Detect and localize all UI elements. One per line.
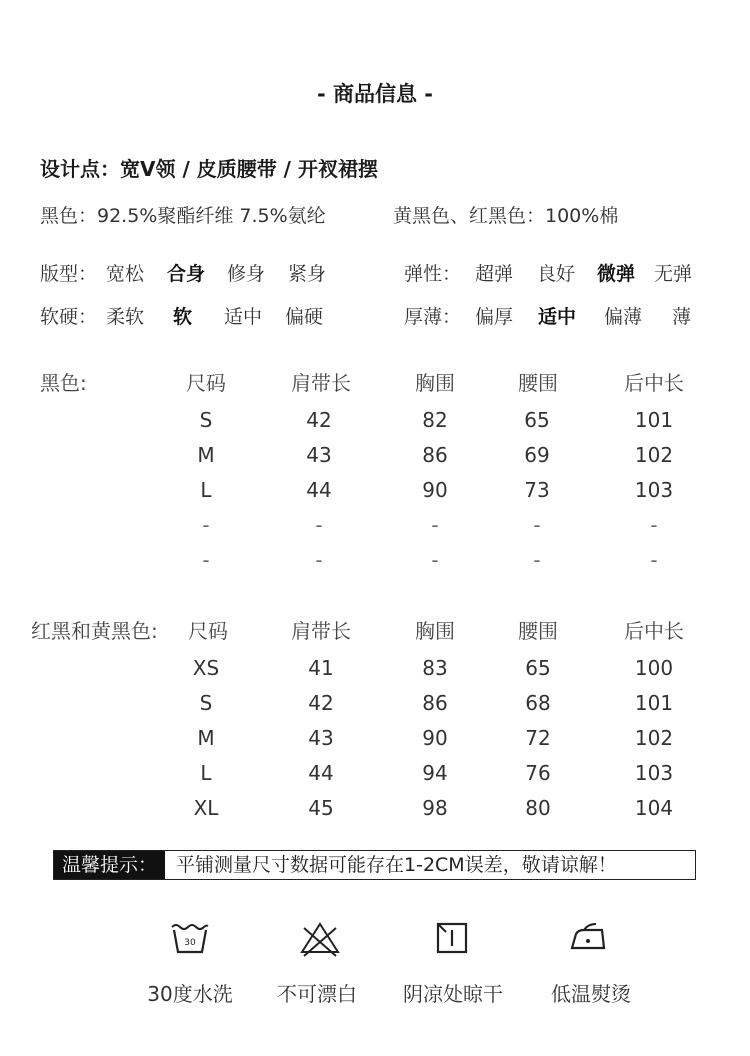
table-cell: -	[431, 513, 439, 537]
table-cell: -	[315, 548, 323, 572]
table-cell: 65	[525, 656, 551, 680]
table-cell: 101	[634, 691, 674, 715]
attr-fit-option-selected: 合身	[167, 263, 206, 285]
table-cell: M	[197, 443, 215, 467]
attr-fit-option: 修身	[227, 263, 266, 285]
table-cell: 104	[634, 796, 674, 820]
table-cell: -	[315, 513, 323, 537]
tip-label: 温馨提示：	[54, 851, 165, 879]
attr-elasticity-option: 超弹	[475, 263, 514, 285]
table-cell: S	[199, 408, 213, 432]
table-cell: 72	[525, 726, 551, 750]
table-cell: 43	[306, 443, 332, 467]
table-cell: 42	[308, 691, 334, 715]
attr-softness-label: 软硬：	[40, 306, 98, 328]
attr-thickness-option-selected: 适中	[538, 306, 577, 328]
table-cell: 101	[634, 408, 674, 432]
table-cell: 45	[308, 796, 334, 820]
table-cell: -	[202, 513, 210, 537]
material-black: 黑色：92.5%聚酯纤维 7.5%氨纶	[40, 205, 326, 227]
table-cell: 80	[525, 796, 551, 820]
attr-fit	[40, 259, 327, 286]
table-cell: 100	[634, 656, 674, 680]
care-label: 30度水洗	[147, 982, 233, 1006]
column-header: 尺码	[188, 619, 228, 643]
table-cell: 86	[422, 691, 448, 715]
size-table-label: 黑色:	[40, 371, 87, 395]
table-cell: 90	[422, 726, 448, 750]
iron-low-icon	[566, 918, 610, 958]
column-header: 腰围	[518, 619, 558, 643]
wash-temperature-label: 30	[184, 938, 196, 948]
column-header: 后中长	[624, 619, 684, 643]
attr-fit-label: 版型：	[40, 263, 98, 285]
table-cell: 68	[525, 691, 551, 715]
page-title: - 商品信息 -	[316, 82, 434, 106]
line-dry-shade-icon	[430, 918, 474, 958]
table-cell: -	[202, 548, 210, 572]
column-header: 尺码	[186, 371, 226, 395]
table-cell: -	[533, 513, 541, 537]
table-cell: M	[197, 726, 215, 750]
column-header: 肩带长	[291, 619, 351, 643]
attr-thickness-option: 偏薄	[604, 306, 643, 328]
table-cell: 42	[306, 408, 332, 432]
attr-softness-option: 适中	[224, 306, 263, 328]
table-cell: 94	[422, 761, 448, 785]
table-cell: 103	[634, 478, 674, 502]
table-cell: 82	[422, 408, 448, 432]
material-other: 黄黑色、红黑色：100%棉	[393, 205, 619, 227]
attr-thickness-option: 偏厚	[475, 306, 514, 328]
care-label: 低温熨烫	[551, 982, 631, 1006]
table-cell: 98	[422, 796, 448, 820]
attr-elasticity	[404, 259, 693, 286]
attr-elasticity-label: 弹性：	[404, 263, 462, 285]
attr-thickness	[404, 302, 692, 329]
table-cell: 90	[422, 478, 448, 502]
attr-softness-option-selected: 软	[173, 306, 193, 328]
care-label: 阴凉处晾干	[403, 982, 503, 1006]
table-cell: 44	[308, 761, 334, 785]
table-cell: 41	[308, 656, 334, 680]
column-header: 腰围	[518, 371, 558, 395]
table-cell: -	[650, 513, 658, 537]
attr-elasticity-option: 良好	[537, 263, 576, 285]
column-header: 胸围	[415, 619, 455, 643]
attr-elasticity-option: 无弹	[654, 263, 693, 285]
attr-fit-option: 宽松	[106, 263, 145, 285]
table-cell: 76	[525, 761, 551, 785]
table-cell: -	[533, 548, 541, 572]
table-cell: 65	[524, 408, 550, 432]
measurement-tip	[53, 850, 696, 880]
table-cell: 103	[634, 761, 674, 785]
table-cell: XL	[193, 796, 219, 820]
table-cell: L	[200, 761, 212, 785]
care-label: 不可漂白	[277, 982, 357, 1006]
table-cell: S	[199, 691, 213, 715]
column-header: 胸围	[415, 371, 455, 395]
tip-text: 平铺测量尺寸数据可能存在1-2CM误差，敬请谅解！	[176, 854, 617, 876]
table-cell: 43	[308, 726, 334, 750]
attr-elasticity-option-selected: 微弹	[597, 263, 636, 285]
table-cell: -	[650, 548, 658, 572]
table-cell: -	[431, 548, 439, 572]
table-cell: L	[200, 478, 212, 502]
table-cell: 86	[422, 443, 448, 467]
attr-thickness-option: 薄	[672, 306, 692, 328]
attr-softness	[40, 302, 324, 329]
table-cell: 83	[422, 656, 448, 680]
column-header: 后中长	[624, 371, 684, 395]
size-table-label: 红黑和黄黑色:	[31, 619, 158, 643]
table-cell: 102	[634, 726, 674, 750]
attr-softness-option: 偏硬	[285, 306, 324, 328]
table-cell: 69	[524, 443, 550, 467]
no-bleach-icon	[298, 918, 342, 958]
column-header: 肩带长	[291, 371, 351, 395]
table-cell: 44	[306, 478, 332, 502]
attr-fit-option: 紧身	[288, 263, 327, 285]
table-cell: 102	[634, 443, 674, 467]
table-cell: 73	[524, 478, 550, 502]
table-cell: XS	[192, 656, 220, 680]
attr-softness-option: 柔软	[106, 306, 145, 328]
wash-30-icon	[168, 918, 212, 958]
design-points: 设计点：宽V领 / 皮质腰带 / 开衩裙摆	[40, 157, 378, 181]
attr-thickness-label: 厚薄：	[404, 306, 462, 328]
